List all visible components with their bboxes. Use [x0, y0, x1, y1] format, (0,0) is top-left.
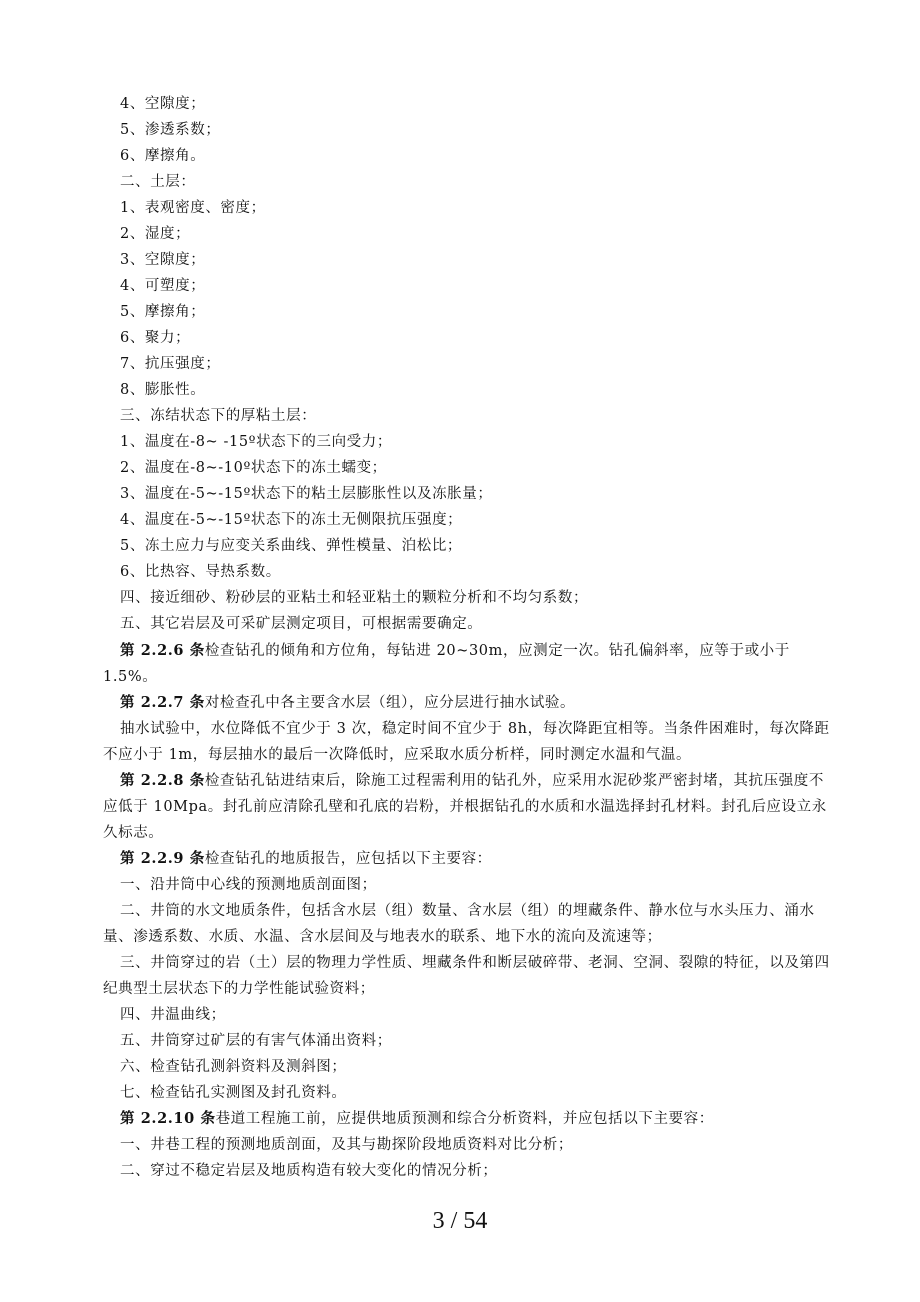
page-number: 3 / 54 [432, 1208, 488, 1234]
clause-text: 检查钻孔的倾角和方位角，每钻进 20~30m，应测定一次。钻孔偏斜率，应等于或小于 1.5%。 [103, 643, 790, 685]
clause-2-2-8 [103, 768, 838, 846]
list-item: 六、检查钻孔测斜资料及测斜图； [120, 1059, 347, 1075]
list-item: 3、空隙度； [120, 252, 206, 268]
list-item: 5、渗透系数； [120, 122, 221, 138]
list-item: 四、井温曲线； [120, 1007, 226, 1023]
list-item: 6、聚力； [120, 330, 191, 346]
list-item: 5、摩擦角； [120, 304, 206, 320]
clause-text: 检查钻孔钻进结束后，除施工过程需利用的钻孔外，应采用水泥砂浆严密封堵，其抗压强度不应低于 10Mpa。封孔前应清除孔壁和孔底的岩粉，并根据钻孔的水质和水温选择封孔材料。封孔后应设立永久标志。 [103, 773, 827, 841]
list-item: 三、井筒穿过的岩（土）层的物理力学性质、埋藏条件和断层破碎带、老洞、空洞、裂隙的特征，以及第四纪典型土层状态下的力学性能试验资料； [103, 955, 830, 997]
clause-label: 第 2.2.7 条 [120, 694, 205, 711]
clause-text: 巷道工程施工前，应提供地质预测和综合分析资料，并应包括以下主要容： [215, 1111, 714, 1127]
clause-label: 第 2.2.10 条 [120, 1110, 216, 1127]
clause-label: 第 2.2.9 条 [120, 850, 205, 867]
clause-2-2-7 [103, 690, 838, 716]
list-item: 1、温度在-8~ -15º状态下的三向受力； [120, 434, 392, 450]
list-item: 2、温度在-8~-10º状态下的冻土蠕变； [120, 460, 387, 476]
list-item: 5、冻土应力与应变关系曲线、弹性模量、泊松比； [120, 538, 463, 554]
pumping-test-paragraph: 抽水试验中，水位降低不宜少于 3 次，稳定时间不宜少于 8h，每次降距宜相等。当条件困难时，每次降距不应小于 1m，每层抽水的最后一次降低时，应采取水质分析样，同时测定水温和气温。 [103, 721, 830, 763]
clause-label: 第 2.2.8 条 [120, 772, 205, 789]
clause-2-2-6 [103, 638, 838, 690]
list-item: 1、表观密度、密度； [120, 200, 266, 216]
list-item: 一、井巷工程的预测地质剖面，及其与勘探阶段地质资料对比分析； [120, 1137, 573, 1153]
clause-2-2-10 [103, 1106, 838, 1132]
list-item: 七、检查钻孔实测图及封孔资料。 [120, 1085, 347, 1101]
list-item: 3、温度在-5~-15º状态下的粘土层膨胀性以及冻胀量； [120, 486, 493, 502]
clause-text: 对检查孔中各主要含水层（组），应分层进行抽水试验。 [204, 695, 576, 711]
list-item: 2、湿度； [120, 226, 191, 242]
section-heading: 四、接近细砂、粉砂层的亚粘土和轻亚粘土的颗粒分析和不均匀系数； [120, 590, 589, 606]
section-heading: 五、其它岩层及可采矿层测定项目，可根据需要确定。 [120, 616, 483, 632]
list-item: 五、井筒穿过矿层的有害气体涌出资料； [120, 1033, 392, 1049]
list-item: 4、空隙度； [120, 96, 206, 112]
section-heading: 三、冻结状态下的厚粘土层： [120, 408, 317, 424]
clause-label: 第 2.2.6 条 [120, 642, 205, 659]
list-item: 7、抗压强度； [120, 356, 221, 372]
clause-text: 检查钻孔的地质报告，应包括以下主要容： [204, 851, 492, 867]
list-item: 6、比热容、导热系数。 [120, 564, 281, 580]
list-item: 6、摩擦角。 [120, 148, 206, 164]
list-item: 二、井筒的水文地质条件，包括含水层（组）数量、含水层（组）的埋藏条件、静水位与水头压力、涌水量、渗透系数、水质、水温、含水层间及与地表水的联系、地下水的流向及流速等； [103, 903, 815, 945]
list-item: 8、膨胀性。 [120, 382, 206, 398]
list-item: 4、可塑度； [120, 278, 206, 294]
list-item: 一、沿井筒中心线的预测地质剖面图； [120, 877, 377, 893]
clause-2-2-9 [103, 846, 838, 872]
list-item: 4、温度在-5~-15º状态下的冻土无侧限抗压强度； [120, 512, 463, 528]
section-heading: 二、土层： [120, 174, 196, 190]
list-item: 二、穿过不稳定岩层及地质构造有较大变化的情况分析； [120, 1163, 498, 1179]
